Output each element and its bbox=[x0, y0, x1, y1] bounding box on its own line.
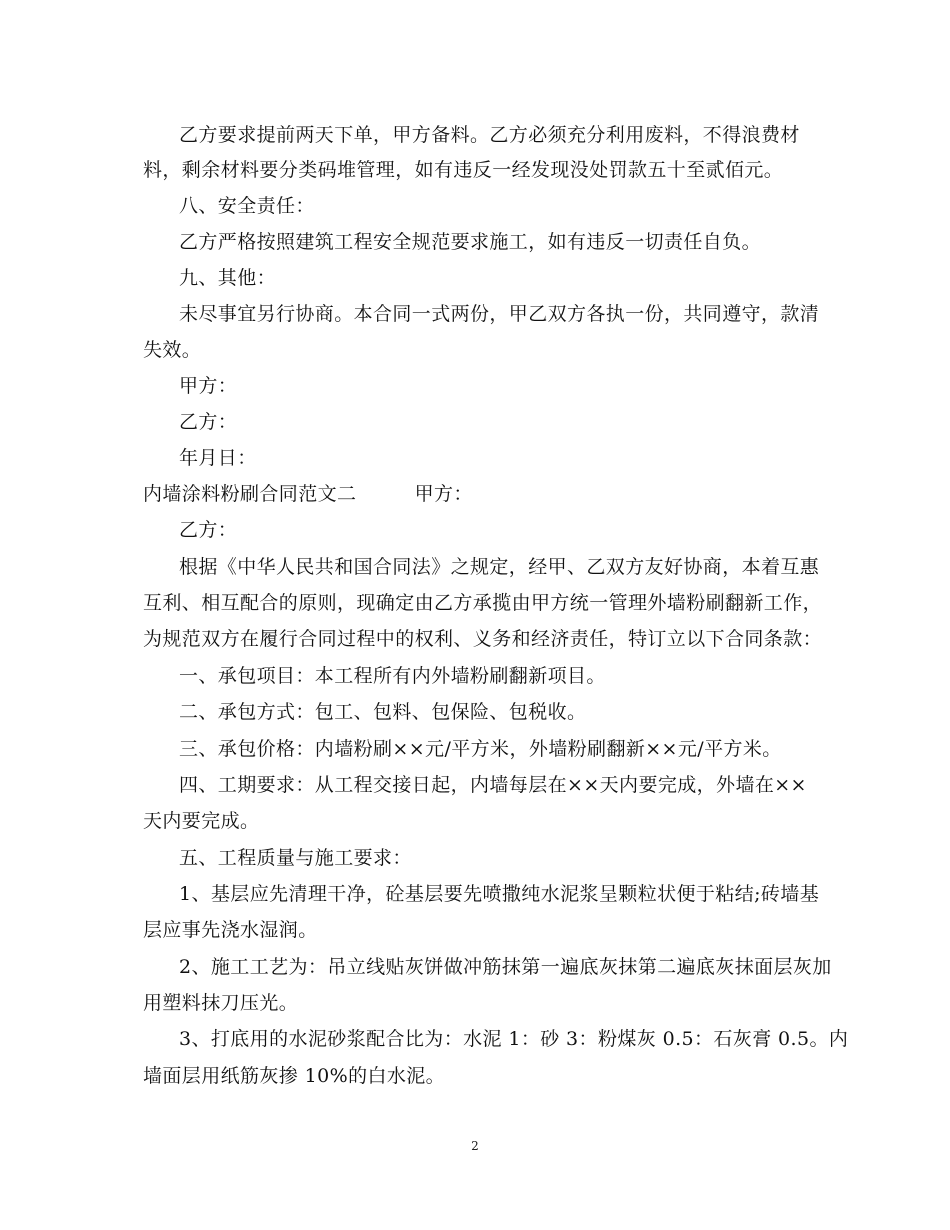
paragraph-line: 根据《中华人民共和国合同法》之规定，经甲、乙双方友好协商，本着互惠 bbox=[179, 556, 820, 578]
signature-date: 年月日： bbox=[179, 447, 257, 469]
clause-line: 墙面层用纸筋灰掺 10%的白水泥。 bbox=[143, 1065, 446, 1087]
signature-party-a: 甲方： bbox=[179, 375, 238, 397]
page-number: 2 bbox=[471, 1139, 479, 1153]
clause-line: 二、承包方式：包工、包料、包保险、包税收。 bbox=[179, 701, 587, 723]
clause-line: 层应事先浇水湿润。 bbox=[143, 919, 318, 941]
clause-line: 三、承包价格：内墙粉刷××元/平方米，外墙粉刷翻新××元/平方米。 bbox=[179, 738, 782, 760]
clause-line: 1、基层应先清理干净，砼基层要先喷撒纯水泥浆呈颗粒状便于粘结;砖墙基 bbox=[179, 883, 820, 905]
paragraph-line: 乙方严格按照建筑工程安全规范要求施工，如有违反一切责任自负。 bbox=[179, 231, 762, 253]
clause-line: 一、承包项目：本工程所有内外墙粉刷翻新项目。 bbox=[179, 665, 606, 687]
paragraph-line: 互利、相互配合的原则，现确定由乙方承揽由甲方统一管理外墙粉刷翻新工作， bbox=[143, 592, 823, 614]
clause-line: 用塑料抹刀压光。 bbox=[143, 992, 299, 1014]
paragraph-line: 为规范双方在履行合同过程中的权利、义务和经济责任，特订立以下合同条款： bbox=[143, 628, 823, 650]
paragraph-line: 未尽事宜另行协商。本合同一式两份，甲乙双方各执一份，共同遵守，款清 bbox=[179, 303, 820, 325]
clause-line: 天内要完成。 bbox=[143, 810, 260, 832]
paragraph-line: 失效。 bbox=[143, 339, 202, 361]
section-heading: 九、其他： bbox=[179, 267, 277, 289]
contract-title: 内墙涂料粉刷合同范文二 甲方： bbox=[143, 483, 473, 505]
paragraph-line: 料，剩余材料要分类码堆管理，如有违反一经发现没处罚款五十至贰佰元。 bbox=[143, 159, 784, 181]
clause-line: 3、打底用的水泥砂浆配合比为：水泥 1：砂 3：粉煤灰 0.5：石灰膏 0.5。内 bbox=[179, 1028, 849, 1050]
section-heading: 八、安全责任： bbox=[179, 195, 315, 217]
clause-line: 2、施工工艺为：吊立线贴灰饼做冲筋抹第一遍底灰抹第二遍底灰抹面层灰加 bbox=[179, 956, 832, 978]
paragraph-line: 乙方要求提前两天下单，甲方备料。乙方必须充分利用废料，不得浪费材 bbox=[179, 124, 800, 146]
section-heading: 五、工程质量与施工要求： bbox=[179, 847, 412, 869]
clause-line: 四、工期要求：从工程交接日起，内墙每层在××天内要完成，外墙在×× bbox=[179, 774, 807, 796]
signature-party-b: 乙方： bbox=[179, 411, 238, 433]
party-b-label: 乙方： bbox=[179, 519, 238, 541]
